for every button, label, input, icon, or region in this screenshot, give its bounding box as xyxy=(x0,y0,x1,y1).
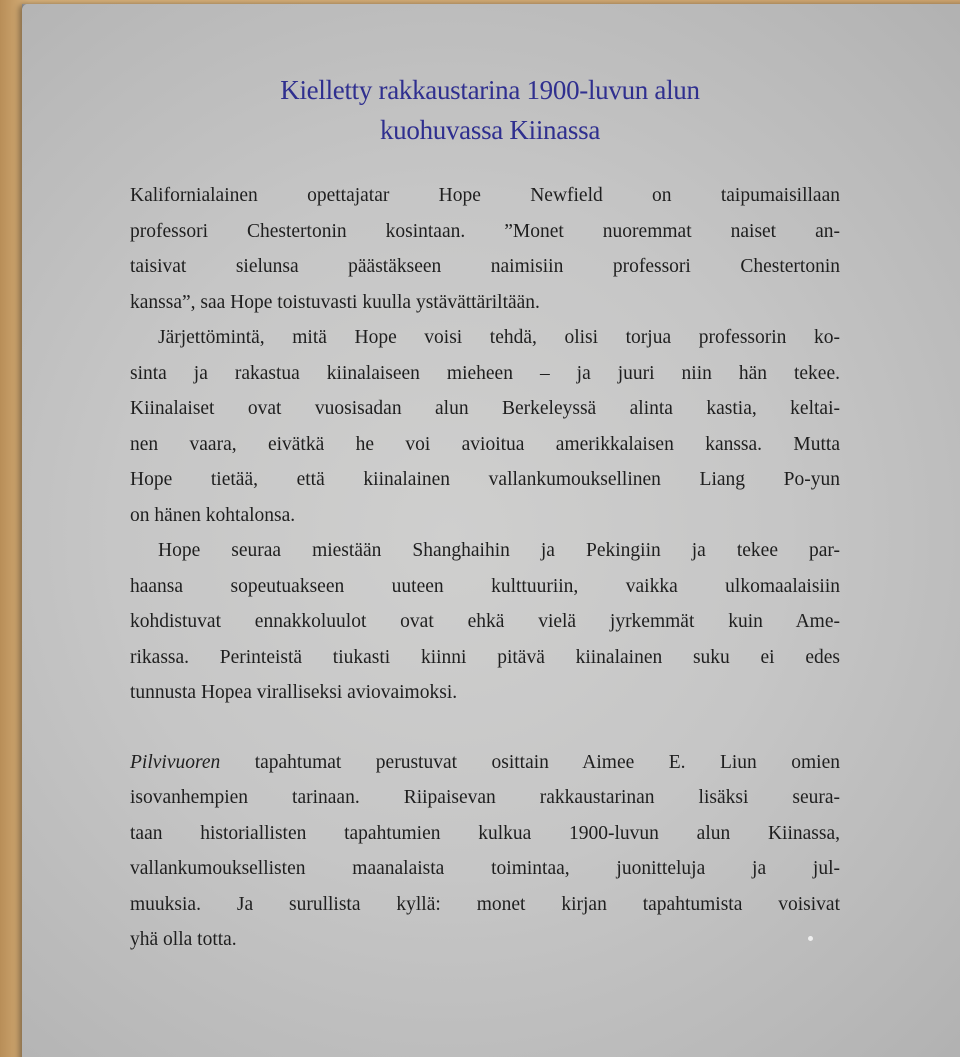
paragraph-line: on hänen kohtalonsa. xyxy=(130,504,296,526)
headline xyxy=(130,70,850,150)
headline-line-2: kuohuvassa Kiinassa xyxy=(379,115,601,145)
paragraph-line: isovanhempien tarinaan. Riipaisevan rakkaustarinan lisäksi seura- xyxy=(130,787,840,808)
paragraph-line: tunnusta Hopea viralliseksi aviovaimoksi. xyxy=(130,682,458,703)
paragraph-line: Hope seuraa miestään Shanghaihin ja Pekingiin ja tekee par- xyxy=(158,540,840,561)
paragraph-line: nen vaara, eivätkä he voi avioitua amerikkalaisen kanssa. Mutta xyxy=(130,433,840,455)
blurb-body xyxy=(130,178,840,958)
paragraph-line: professori Chestertonin kosintaan. ”Monet nuoremmat naiset an- xyxy=(130,220,840,242)
paragraph-line: taisivat sielunsa päästäkseen naimisiin professori Chestertonin xyxy=(130,256,840,277)
paragraph-line: rikassa. Perinteistä tiukasti kiinni pitävä kiinalainen suku ei edes xyxy=(130,646,840,668)
paragraph-2 xyxy=(130,320,840,533)
paragraph-line: Kiinalaiset ovat vuosisadan alun Berkeleyssä alinta kastia, keltai- xyxy=(130,398,840,419)
paper-speck xyxy=(808,936,813,941)
paragraph-1 xyxy=(130,178,840,320)
book-title-italic: Pilvivuoren xyxy=(130,751,221,773)
paragraph-line: sinta ja rakastua kiinalaiseen mieheen – ja juuri niin hän tekee. xyxy=(130,362,840,384)
paragraph-line: vallankumouksellisten maanalaista toimintaa, juonitteluja ja jul- xyxy=(130,858,840,879)
paragraph-line: Kalifornialainen opettajatar Hope Newfield on taipumaisillaan xyxy=(130,185,840,206)
paragraph-line: muuksia. Ja surullista kyllä: monet kirjan tapahtumista voisivat xyxy=(130,893,840,915)
paragraph-3 xyxy=(130,533,840,711)
paragraph-line: taan historiallisten tapahtumien kulkua 1900-luvun alun Kiinassa, xyxy=(130,822,840,844)
paragraph-line: kanssa”, saa Hope toistuvasti kuulla ystävättäriltään. xyxy=(130,291,540,313)
paragraph-line-with-title xyxy=(130,745,840,781)
paragraph-line: kohdistuvat ennakkoluulot ovat ehkä vielä jyrkemmät kuin Ame- xyxy=(130,611,840,632)
paragraph-line: Järjettömintä, mitä Hope voisi tehdä, olisi torjua professorin ko- xyxy=(158,327,840,348)
paragraph-line-rest: tapahtumat perustuvat osittain Aimee E. Liun omien xyxy=(220,751,840,773)
paragraph-gap xyxy=(130,711,840,745)
paragraph-line: Hope tietää, että kiinalainen vallankumouksellinen Liang Po-yun xyxy=(130,469,840,490)
paragraph-4 xyxy=(130,745,840,958)
headline-line-1: Kielletty rakkaustarina 1900-luvun alun xyxy=(280,75,700,105)
paragraph-line: haansa sopeutuakseen uuteen kulttuuriin, vaikka ulkomaalaisiin xyxy=(130,575,840,597)
paragraph-line: yhä olla totta. xyxy=(130,929,237,950)
